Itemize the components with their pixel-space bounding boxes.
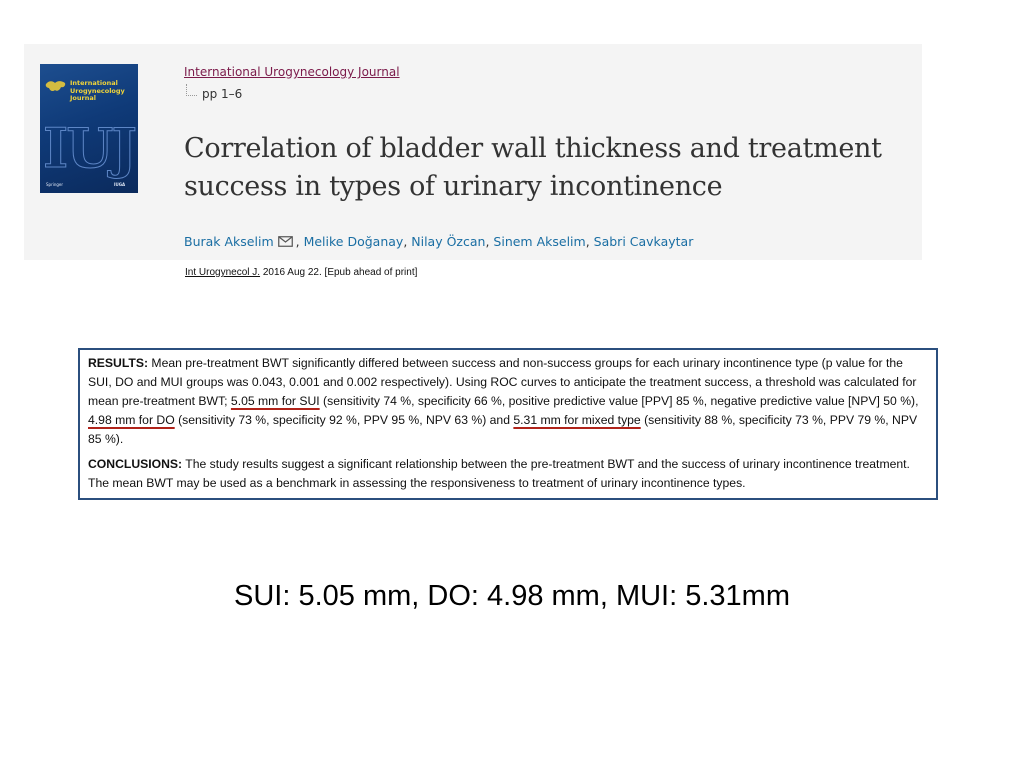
results-label: RESULTS:	[88, 356, 149, 370]
article-title: Correlation of bladder wall thickness and treatment success in types of urinary incontinence	[184, 133, 882, 202]
author-separator: ,	[585, 234, 594, 249]
highlight-mixed: 5.31 mm for mixed type	[513, 413, 641, 427]
author-link[interactable]: Melike Doğanay	[303, 234, 404, 249]
envelope-icon[interactable]	[278, 236, 293, 247]
highlight-sui: 5.05 mm for SUI	[230, 394, 320, 408]
cover-title: International Urogynecology Journal	[70, 79, 125, 102]
results-paragraph	[88, 354, 928, 449]
world-map-icon	[44, 78, 68, 96]
author-link[interactable]: Nilay Özcan	[411, 234, 486, 249]
citation-details: 2016 Aug 22. [Epub ahead of print]	[260, 267, 418, 278]
results-text: (sensitivity 88 %, specificity 73 %, PPV 79 %, NPV 85 %).	[88, 413, 918, 446]
cover-monogram: IUJ	[43, 116, 135, 180]
journal-abbrev-link[interactable]: Int Urogynecol J.	[185, 267, 261, 278]
author-link[interactable]: Sinem Akselim	[493, 234, 586, 249]
author-link[interactable]: Burak Akselim	[184, 234, 274, 249]
tree-connector	[186, 84, 197, 96]
results-text: (sensitivity 74 %, specificity 66 %, positive predictive value [PPV] 85 %, negative predictive value [NPV] 50 %),	[319, 394, 919, 408]
author-link[interactable]: Sabri Cavkaytar	[593, 234, 694, 249]
author-list	[184, 234, 693, 249]
summary-caption: SUI: 5.05 mm, DO: 4.98 mm, MUI: 5.31mm	[234, 580, 790, 612]
conclusions-paragraph	[88, 455, 928, 493]
cover-publisher: Springer	[46, 182, 64, 187]
results-text: (sensitivity 73 %, specificity 92 %, PPV 95 %, NPV 63 %) and	[174, 413, 514, 427]
journal-link[interactable]: International Urogynecology Journal	[184, 65, 400, 79]
results-text: Mean pre-treatment BWT significantly differed between success and non-success groups for each urinary incontinence type (p value for the SUI, DO and MUI groups was 0.043, 0.001 and 0.002 respectively). Using ROC curves to anticipate the treatment success, a threshold was calculated for mean pre-treatment BWT;	[88, 356, 917, 408]
author-separator: ,	[485, 234, 494, 249]
conclusions-text: The study results suggest a significant relationship between the pre-treatment BWT and the success of urinary incontinence treatment. The mean BWT may be used as a benchmark in assessing the responsiveness to treatment of urinary incontinence types.	[88, 457, 910, 490]
author-separator: ,	[295, 234, 304, 249]
cover-society: IUGA	[114, 182, 126, 187]
journal-cover-image[interactable]	[40, 64, 138, 193]
citation-line	[185, 267, 417, 278]
highlight-do: 4.98 mm for DO	[88, 413, 175, 427]
conclusions-label: CONCLUSIONS:	[88, 457, 183, 471]
abstract-excerpt-box	[78, 348, 938, 500]
page-range: pp 1–6	[202, 87, 243, 101]
author-separator: ,	[403, 234, 412, 249]
